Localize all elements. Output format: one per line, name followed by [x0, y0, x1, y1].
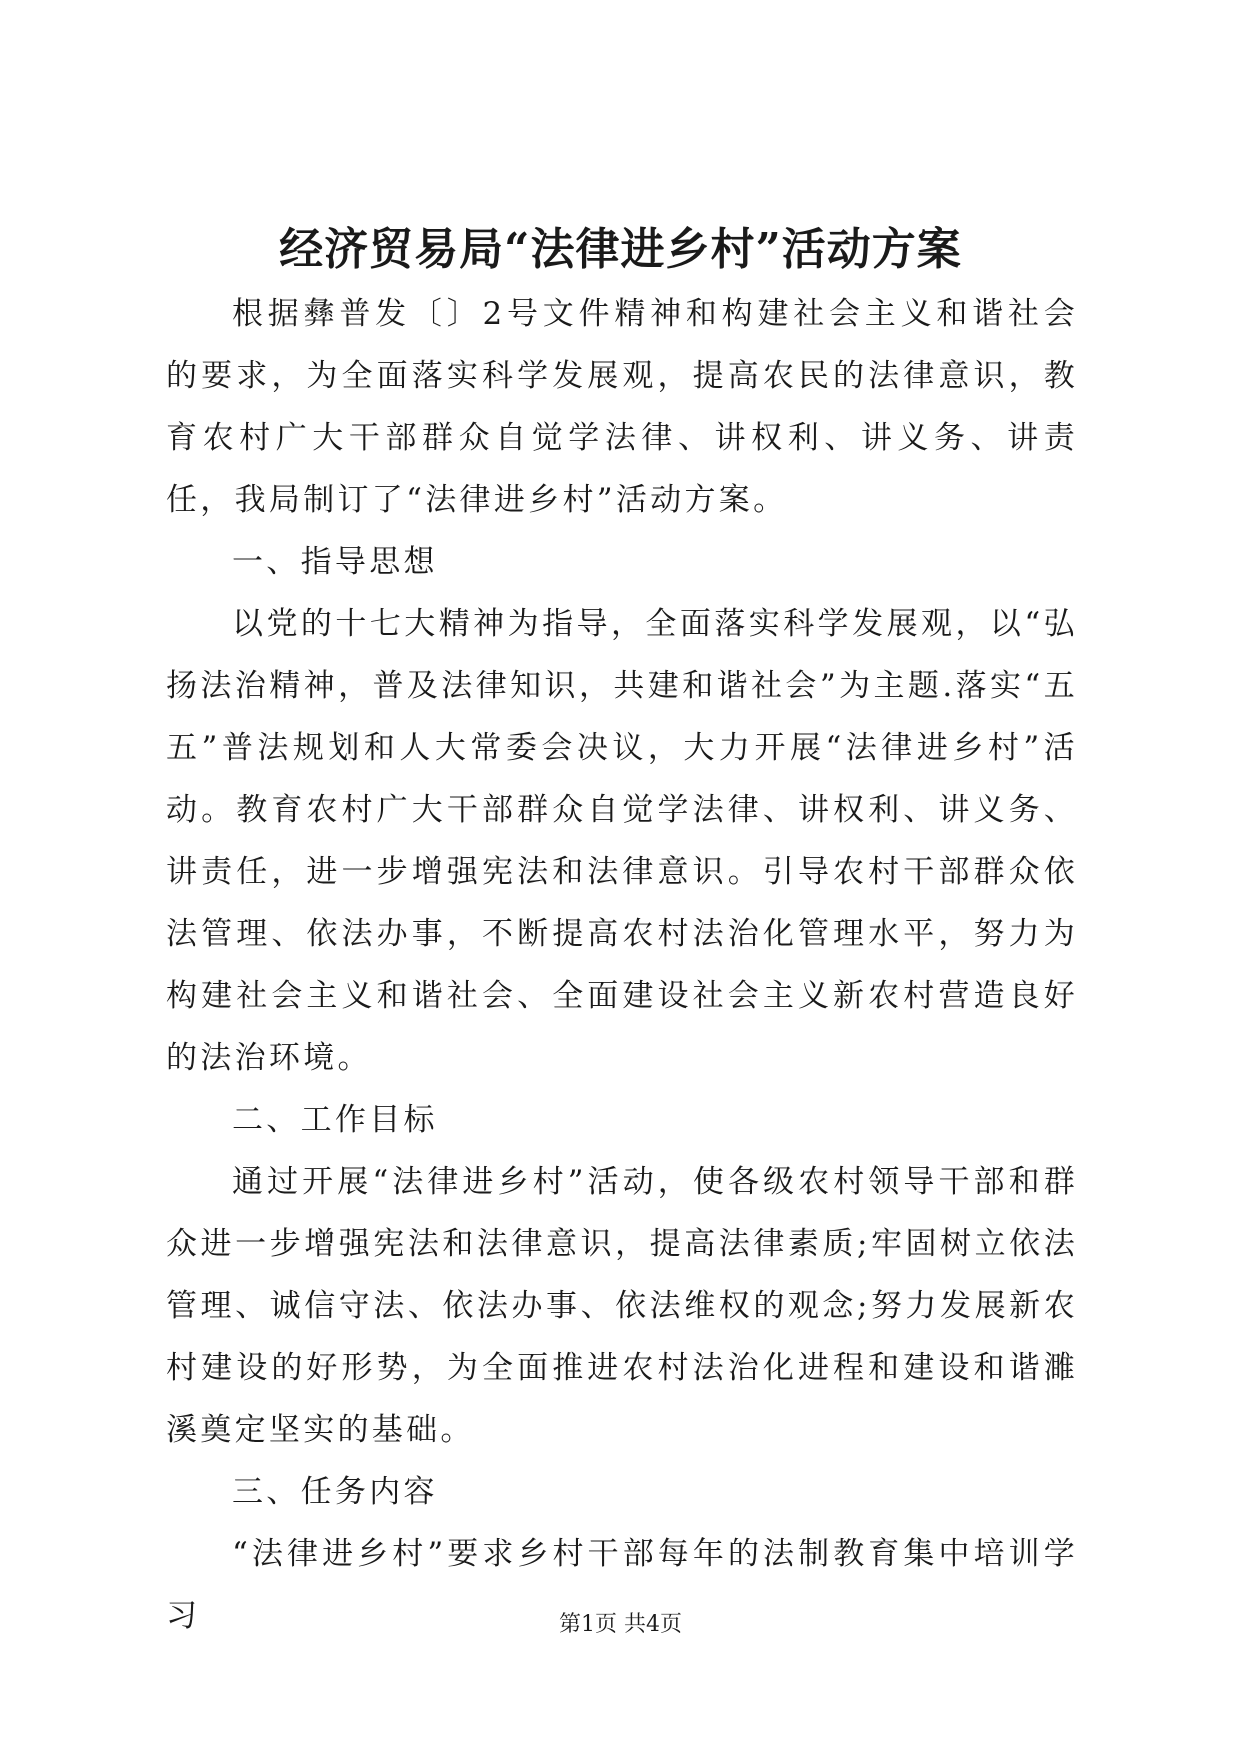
- document-title: 经济贸易局“法律进乡村”活动方案: [279, 224, 962, 275]
- task-content-paragraph: “法律进乡村”要求乡村干部每年的法制教育集中培训学习: [166, 1536, 1078, 1634]
- document-body: [166, 283, 1078, 1647]
- section-heading-task-content: 三、任务内容: [232, 1474, 438, 1510]
- page-footer: 第1页 共4页: [559, 1612, 682, 1637]
- section-heading-work-goals: 二、工作目标: [232, 1102, 438, 1138]
- guiding-ideology-paragraph: 以党的十七大精神为指导，全面落实科学发展观，以“弘扬法治精神，普及法律知识，共建和谐社会”为主题.落实“五五”普法规划和人大常委会决议，大力开展“法律进乡村”活动。教育农村广大干部群众自觉学法律、讲权利、讲义务、讲责任，进一步增强宪法和法律意识。引导农村干部群众依法管理、依法办事，不断提高农村法治化管理水平，努力为构建社会主义和谐社会、全面建设社会主义新农村营造良好的法治环境。: [166, 606, 1078, 1076]
- section-heading-guiding-ideology: 一、指导思想: [232, 544, 438, 580]
- work-goals-paragraph: 通过开展“法律进乡村”活动，使各级农村领导干部和群众进一步增强宪法和法律意识，提高法律素质;牢固树立依法管理、诚信守法、依法办事、依法维权的观念;努力发展新农村建设的好形势，为全面推进农村法治化进程和建设和谐濉溪奠定坚实的基础。: [166, 1164, 1078, 1448]
- intro-paragraph: 根据彝普发〔〕2号文件精神和构建社会主义和谐社会的要求，为全面落实科学发展观，提高农民的法律意识，教育农村广大干部群众自觉学法律、讲权利、讲义务、讲责任，我局制订了“法律进乡村”活动方案。: [166, 296, 1078, 518]
